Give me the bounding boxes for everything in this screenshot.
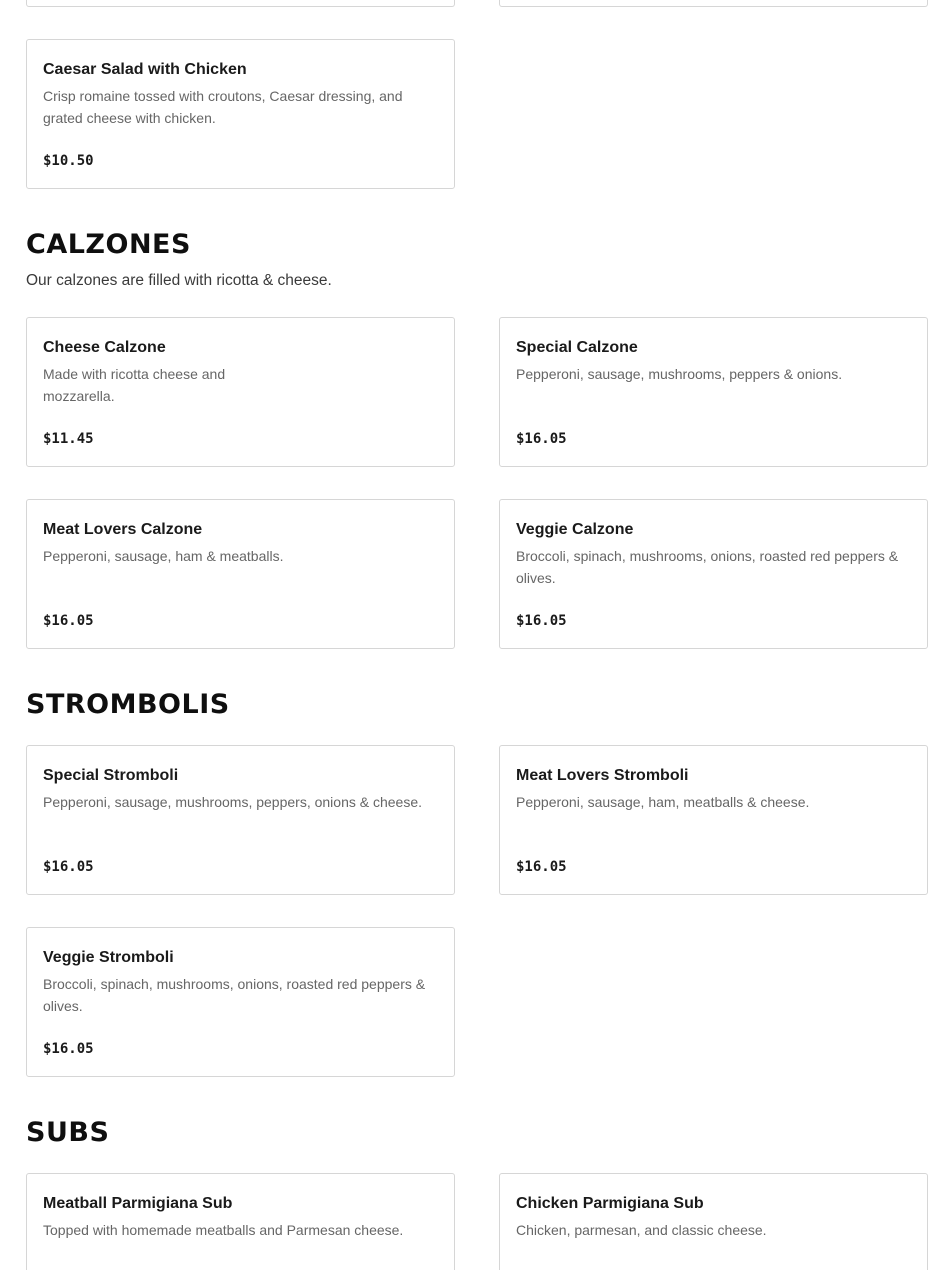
item-price: $16.05 — [516, 859, 567, 875]
item-name: Meatball Parmigiana Sub — [43, 1195, 233, 1212]
menu-item-card[interactable] — [499, 499, 928, 649]
item-description: Chicken, parmesan, and classic cheese. — [516, 1222, 767, 1238]
item-price: $16.05 — [43, 859, 94, 875]
item-price: $16.05 — [516, 613, 567, 629]
menu-item-card-partial[interactable] — [499, 0, 928, 7]
menu-item-card[interactable] — [499, 1173, 928, 1270]
menu-item-card[interactable] — [26, 745, 455, 895]
item-price: $10.50 — [43, 153, 94, 169]
menu-item-card[interactable] — [499, 317, 928, 467]
item-name: Chicken Parmigiana Sub — [516, 1195, 704, 1212]
item-price: $16.05 — [43, 1041, 94, 1057]
item-price: $11.45 — [43, 431, 94, 447]
menu-item-card[interactable] — [499, 745, 928, 895]
item-name: Caesar Salad with Chicken — [43, 61, 247, 78]
item-description: Pepperoni, sausage, ham, meatballs & cheese. — [516, 794, 810, 810]
item-name: Veggie Calzone — [516, 521, 634, 538]
item-description: Pepperoni, sausage, ham & meatballs. — [43, 548, 284, 564]
menu-item-card[interactable] — [26, 317, 455, 467]
section-title-strombolis: STROMBOLIS — [26, 689, 230, 720]
item-description: Broccoli, spinach, mushrooms, onions, roasted red peppers & olives. — [43, 976, 426, 1014]
item-description: Crisp romaine tossed with croutons, Caesar dressing, and grated cheese with chicken. — [43, 88, 403, 126]
item-description: Topped with homemade meatballs and Parmesan cheese. — [43, 1222, 404, 1238]
menu-item-card[interactable] — [26, 499, 455, 649]
menu-item-card-partial[interactable] — [26, 0, 455, 7]
item-description: Made with ricotta cheese and mozzarella. — [43, 366, 226, 404]
item-name: Cheese Calzone — [43, 339, 166, 356]
section-description: Our calzones are filled with ricotta & cheese. — [26, 272, 332, 289]
item-description: Pepperoni, sausage, mushrooms, peppers & onions. — [516, 366, 843, 382]
item-name: Veggie Stromboli — [43, 949, 174, 966]
menu-item-card[interactable] — [26, 1173, 455, 1270]
item-name: Meat Lovers Calzone — [43, 521, 203, 538]
item-name: Special Calzone — [516, 339, 638, 356]
menu-item-card[interactable] — [26, 927, 455, 1077]
item-name: Special Stromboli — [43, 767, 179, 784]
section-title-subs: SUBS — [26, 1117, 110, 1148]
section-title-calzones: CALZONES — [26, 229, 191, 260]
menu-item-card[interactable] — [26, 39, 455, 189]
item-description: Broccoli, spinach, mushrooms, onions, roasted red peppers & olives. — [516, 548, 899, 586]
item-price: $16.05 — [43, 613, 94, 629]
item-price: $16.05 — [516, 431, 567, 447]
item-description: Pepperoni, sausage, mushrooms, peppers, onions & cheese. — [43, 794, 423, 810]
item-name: Meat Lovers Stromboli — [516, 767, 689, 784]
